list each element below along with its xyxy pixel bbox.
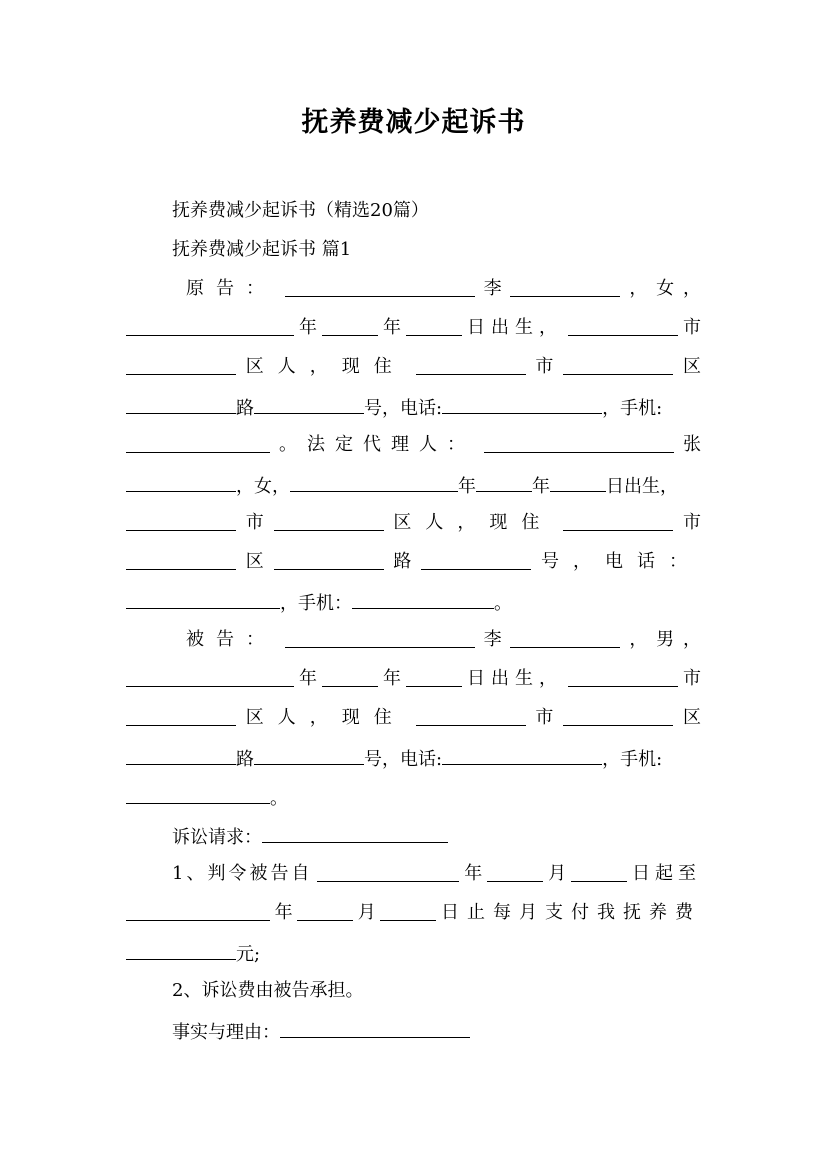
plaintiff-line-7: 市 区人，现住 市 <box>126 510 701 536</box>
document-title: 抚养费减少起诉书 <box>301 107 526 138</box>
claim-2: 2、诉讼费由被告承担。 <box>172 980 364 1001</box>
plaintiff-surname: 李 <box>483 278 502 299</box>
claim-1-line-1: 1、判令被告自 年 月 日起至 <box>172 863 701 884</box>
plaintiff-line-2: 年 年 日出生， 市 <box>126 315 701 341</box>
defendant-line-5: 。 <box>126 783 701 809</box>
plaintiff-sex: 女 <box>656 278 675 299</box>
claim-1-line-3: 元; <box>126 939 701 965</box>
plaintiff-line-1: 原告： 李 ， 女 ， <box>186 276 701 302</box>
subtitle-line: 抚养费减少起诉书（精选20篇） <box>172 200 429 221</box>
section-heading: 抚养费减少起诉书 篇1 <box>172 239 352 260</box>
plaintiff-line-8: 区 路 号，电话： <box>126 549 701 575</box>
defendant-label: 被告： <box>186 629 276 650</box>
defendant-line-2: 年 年 日出生， 市 <box>126 666 701 692</box>
facts-heading: 事实与理由： <box>172 1017 701 1043</box>
plaintiff-label: 原告： <box>186 278 276 299</box>
plaintiff-line-4: 路 号，电话: ，手机: <box>126 393 701 419</box>
plaintiff-line-9: ，手机： 。 <box>126 588 701 614</box>
defendant-line-1: 被告： 李 ， 男 ， <box>186 627 701 653</box>
defendant-line-4: 路 号，电话: ，手机: <box>126 744 701 770</box>
blank <box>285 276 475 297</box>
claim-1-line-2: 年 月 日止每月支付我抚养费 <box>126 900 701 926</box>
plaintiff-line-5: 。法定代理人： 张 <box>126 432 701 458</box>
defendant-line-3: 区人，现住 市 区 <box>126 705 701 731</box>
blank <box>510 276 620 297</box>
defendant-sex: 男 <box>656 629 675 650</box>
claims-heading: 诉讼请求： <box>172 822 701 848</box>
plaintiff-line-3: 区人，现住 市 区 <box>126 354 701 380</box>
plaintiff-line-6: ，女， 年 年 日出生， <box>126 471 701 497</box>
legal-agent-label: 。法定代理人： <box>279 434 475 455</box>
